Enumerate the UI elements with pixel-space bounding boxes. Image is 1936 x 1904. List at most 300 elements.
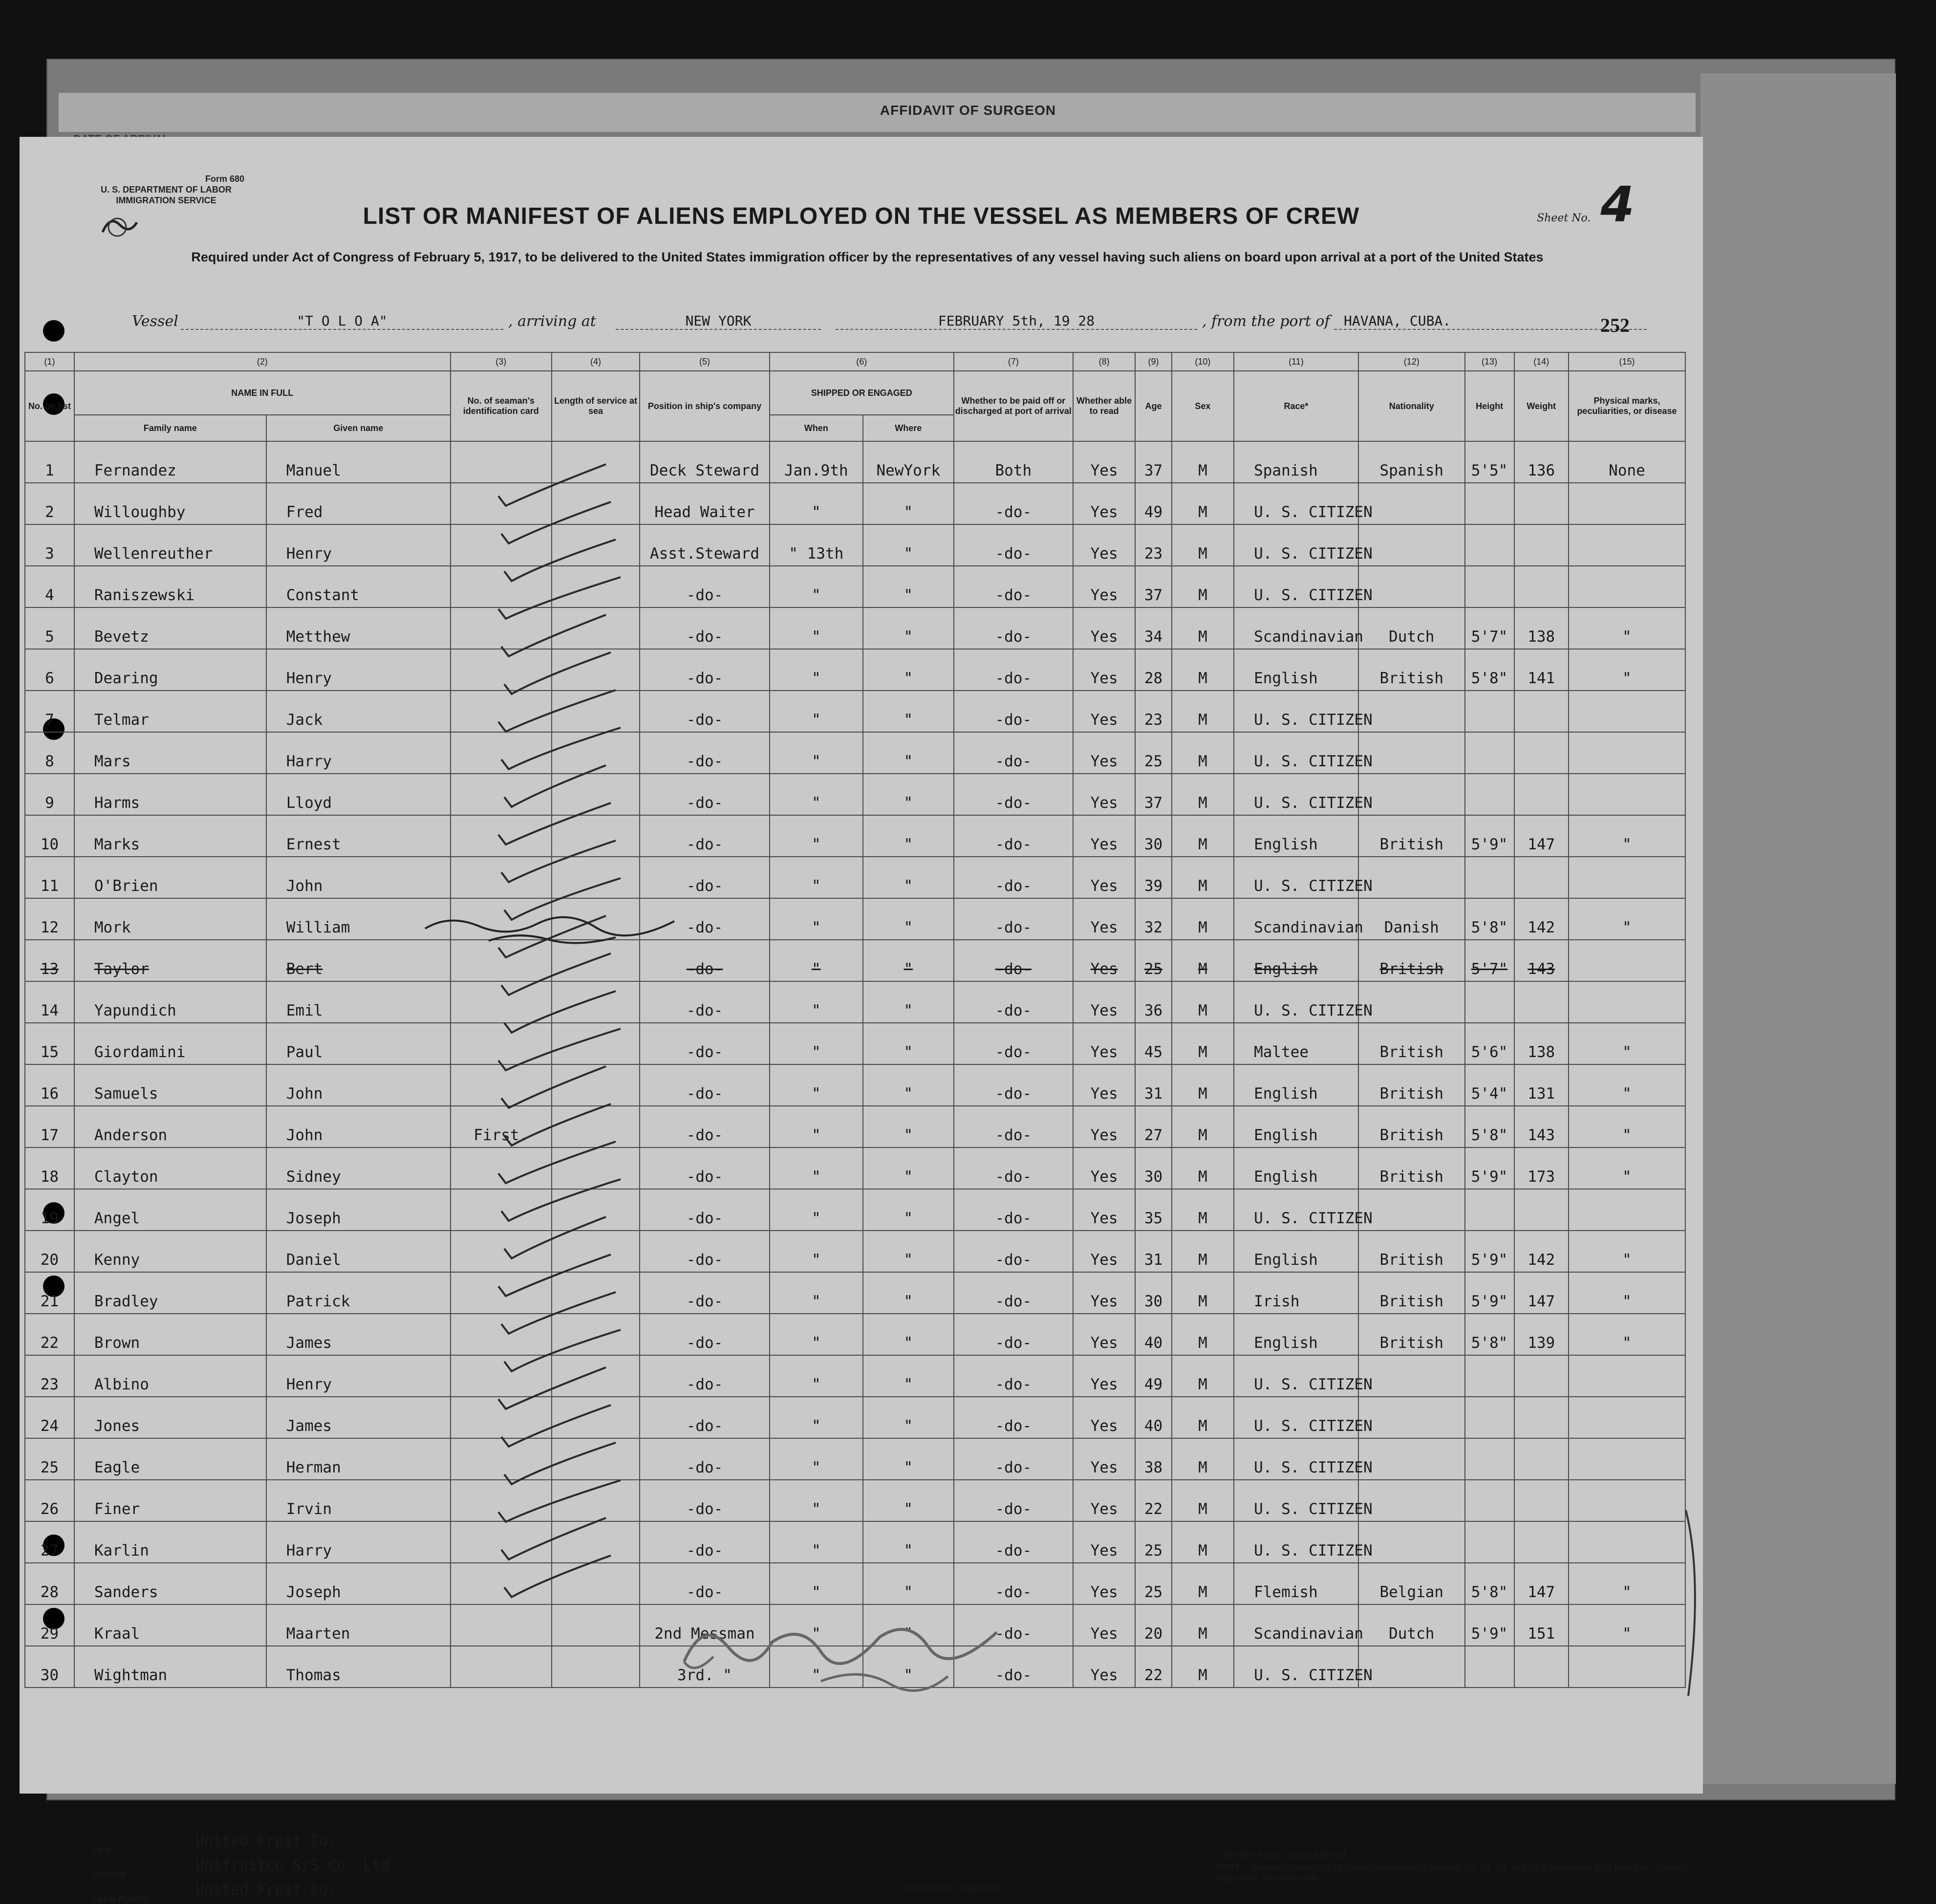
footer-agents-value: United Fruit Co. [195,1882,337,1899]
cell-physical-marks [1569,483,1685,524]
cell-age: 23 [1135,691,1171,732]
cell-shipped-where: " [863,940,954,981]
cell-row-number: 3 [25,524,74,566]
cell-position: -do- [640,1023,769,1064]
cell-sex: M [1172,1272,1234,1314]
cell-sex: M [1172,940,1234,981]
cell-age: 40 [1135,1397,1171,1438]
cell-age: 30 [1135,1272,1171,1314]
cell-weight: 138 [1514,607,1569,649]
cell-able-to-read: Yes [1073,1272,1135,1314]
cell-shipped-where: " [863,1106,954,1147]
cell-row-number: 21 [25,1272,74,1314]
page-title: LIST OR MANIFEST OF ALIENS EMPLOYED ON THE VESSEL AS MEMBERS OF CREW [363,203,1360,229]
header-length-of-service: Length of service at sea [552,371,640,441]
cell-physical-marks [1569,940,1685,981]
cell-height: 5'6" [1465,1023,1514,1064]
cell-row-number: 6 [25,649,74,691]
cell-nationality: Belgian [1358,1563,1465,1604]
cell-length-of-service [552,1646,640,1688]
header-weight: Weight [1514,371,1569,441]
cell-able-to-read: Yes [1073,1189,1135,1231]
cell-shipped-when: " [770,1355,863,1397]
cell-able-to-read: Yes [1073,1604,1135,1646]
cell-shipped-when: " [770,1314,863,1355]
header-no-on-list: No. on list [25,371,74,441]
cell-family-name: Albino [74,1355,266,1397]
cell-weight [1514,1480,1569,1521]
cell-given-name: Joseph [266,1563,451,1604]
cell-age: 20 [1135,1604,1171,1646]
cell-height: 5'8" [1465,898,1514,940]
cell-physical-marks [1569,1355,1685,1397]
cell-shipped-where: " [863,1480,954,1521]
cell-race: Scandinavian [1234,607,1358,649]
cell-sex: M [1172,1147,1234,1189]
cell-shipped-when: " [770,1064,863,1106]
cell-shipped-when: " [770,566,863,607]
cell-row-number: 27 [25,1521,74,1563]
col-num-15: (15) [1569,352,1685,371]
cell-position: -do- [640,649,769,691]
cell-weight [1514,566,1569,607]
surgeon-signature [674,1603,1026,1701]
form-identifier [88,173,244,206]
cell-position: -do- [640,1272,769,1314]
col-num-9: (9) [1135,352,1171,371]
table-row [25,566,1685,607]
cell-row-number: 18 [25,1147,74,1189]
check-mark-icon [498,690,616,732]
cell-nationality [1358,691,1465,732]
table-row [25,1314,1685,1355]
cell-sex: M [1172,1314,1234,1355]
table-row [25,524,1685,566]
cell-height: 5'9" [1465,1231,1514,1272]
cell-shipped-when: " [770,1189,863,1231]
cell-height: 5'5" [1465,441,1514,483]
cell-shipped-where: NewYork [863,441,954,483]
cell-shipped-where: " [863,981,954,1023]
races-note: * See list of races on back hereof. [1217,1850,1349,1860]
cell-height [1465,1438,1514,1480]
cell-shipped-where: " [863,1189,954,1231]
cell-age: 30 [1135,1147,1171,1189]
cell-race: U. S. CITIZEN [1234,732,1358,774]
cell-race: U. S. CITIZEN [1234,524,1358,566]
cell-shipped-when: " [770,1480,863,1521]
cell-paid-off: -do- [954,483,1073,524]
cell-physical-marks: " [1569,1064,1685,1106]
column-number-row [25,352,1685,371]
cell-family-name: Telmar [74,691,266,732]
cell-physical-marks: " [1569,1023,1685,1064]
cell-shipped-when: " [770,691,863,732]
cell-sex: M [1172,566,1234,607]
cell-nationality: British [1358,1272,1465,1314]
cell-paid-off: -do- [954,1272,1073,1314]
cell-weight [1514,483,1569,524]
cell-shipped-when: " [770,607,863,649]
cell-paid-off: -do- [954,1480,1073,1521]
cell-able-to-read: Yes [1073,607,1135,649]
cell-race: U. S. CITIZEN [1234,691,1358,732]
cell-physical-marks: " [1569,898,1685,940]
cell-given-name: Henry [266,524,451,566]
cell-position: -do- [640,898,769,940]
cell-row-number: 19 [25,1189,74,1231]
cell-able-to-read: Yes [1073,857,1135,898]
check-mark-icon [501,841,616,882]
cell-able-to-read: Yes [1073,1314,1135,1355]
cell-able-to-read: Yes [1073,441,1135,483]
table-row [25,1355,1685,1397]
cell-position: -do- [640,1064,769,1106]
cell-nationality [1358,857,1465,898]
cell-given-name: John [266,1064,451,1106]
cell-position: -do- [640,1106,769,1147]
cell-identification-card: First. [451,1106,552,1147]
cell-row-number: 10 [25,815,74,857]
cell-physical-marks: " [1569,1604,1685,1646]
cell-able-to-read: Yes [1073,1480,1135,1521]
cell-race: U. S. CITIZEN [1234,1355,1358,1397]
cell-nationality [1358,1646,1465,1688]
cell-shipped-where: " [863,1646,954,1688]
cell-race: Spanish [1234,441,1358,483]
cell-able-to-read: Yes [1073,1646,1135,1688]
cell-physical-marks: " [1569,1106,1685,1147]
cell-age: 40 [1135,1314,1171,1355]
cell-sex: M [1172,1064,1234,1106]
table-row [25,1397,1685,1438]
cell-age: 25 [1135,1563,1171,1604]
cell-paid-off: -do- [954,691,1073,732]
cell-family-name: Finer [74,1480,266,1521]
cell-weight [1514,1521,1569,1563]
cell-given-name: Henry [266,649,451,691]
cell-able-to-read: Yes [1073,524,1135,566]
cell-age: 23 [1135,524,1171,566]
cell-paid-off: -do- [954,940,1073,981]
cell-able-to-read: Yes [1073,1563,1135,1604]
page-subtitle: Required under Act of Congress of February 5, 1917, to be delivered to the United States immigration officer by the representatives of any vessel having such aliens on board upon arrival at a port of the United States [191,250,1544,264]
cell-age: 37 [1135,566,1171,607]
cell-able-to-read: Yes [1073,483,1135,524]
cell-weight: 138 [1514,1023,1569,1064]
cell-given-name: James [266,1314,451,1355]
cell-position: -do- [640,732,769,774]
cell-height: 5'4" [1465,1064,1514,1106]
check-mark-icon [501,1518,606,1559]
cell-paid-off: -do- [954,524,1073,566]
table-row [25,483,1685,524]
cell-height [1465,732,1514,774]
cell-able-to-read: Yes [1073,940,1135,981]
footer-owners-label: Owners [93,1869,126,1879]
cell-position: -do- [640,1231,769,1272]
table-row [25,1521,1685,1563]
cell-able-to-read: Yes [1073,566,1135,607]
cell-paid-off: -do- [954,1064,1073,1106]
header-nationality: Nationality [1358,371,1465,441]
col-num-12: (12) [1358,352,1465,371]
departure-port: HAVANA, CUBA. [1334,313,1647,330]
cell-nationality: British [1358,1064,1465,1106]
cell-given-name: Emil [266,981,451,1023]
cell-family-name: Fernandez [74,441,266,483]
cell-age: 34 [1135,607,1171,649]
header-position: Position in ship's company [640,371,769,441]
table-row [25,691,1685,732]
col-num-10: (10) [1172,352,1234,371]
cell-age: 35 [1135,1189,1171,1231]
header-height: Height [1465,371,1514,441]
check-mark-icon [504,1104,611,1146]
cell-family-name: Bradley [74,1272,266,1314]
cell-shipped-when: " [770,1272,863,1314]
check-mark-icon [504,1217,606,1258]
cell-family-name: Bevetz [74,607,266,649]
cell-shipped-where: " [863,1231,954,1272]
cell-nationality [1358,1480,1465,1521]
cell-nationality [1358,1397,1465,1438]
cell-nationality: Dutch [1358,1604,1465,1646]
cell-age: 39 [1135,857,1171,898]
cell-race: Scandinavian [1234,1604,1358,1646]
col-num-6: (6) [770,352,954,371]
cell-paid-off: -do- [954,649,1073,691]
cell-shipped-where: " [863,1521,954,1563]
arriving-label: , arriving at [508,313,596,330]
cell-row-number: 8 [25,732,74,774]
footer-owners-value: Unifruitco S/S Co. Ltd. [195,1857,399,1874]
cell-given-name: William [266,898,451,940]
cell-family-name: Dearing [74,649,266,691]
cell-shipped-when: " [770,1231,863,1272]
cell-family-name: Wightman [74,1646,266,1688]
cell-position: -do- [640,1314,769,1355]
cell-race: U. S. CITIZEN [1234,1438,1358,1480]
table-row [25,732,1685,774]
table-row [25,1189,1685,1231]
cell-position: -do- [640,940,769,981]
cell-shipped-when: " [770,981,863,1023]
cell-sex: M [1172,774,1234,815]
cell-sex: M [1172,607,1234,649]
cell-row-number: 2 [25,483,74,524]
cell-position: -do- [640,857,769,898]
cell-row-number: 16 [25,1064,74,1106]
cell-nationality: Dutch [1358,607,1465,649]
cell-age: 30 [1135,815,1171,857]
check-mark-icon [498,803,611,844]
check-mark-icon [498,1367,606,1409]
header-sex: Sex [1172,371,1234,441]
cell-physical-marks [1569,1189,1685,1231]
cell-sex: M [1172,898,1234,940]
cell-shipped-when: " [770,898,863,940]
cell-weight [1514,691,1569,732]
cell-height: 5'8" [1465,1106,1514,1147]
table-row [25,441,1685,483]
cell-family-name: Raniszewski [74,566,266,607]
cell-nationality [1358,774,1465,815]
cell-nationality [1358,981,1465,1023]
cell-shipped-when: " [770,732,863,774]
cell-height: 5'9" [1465,1272,1514,1314]
cell-family-name: Marks [74,815,266,857]
cell-family-name: Clayton [74,1147,266,1189]
cell-family-name: Kenny [74,1231,266,1272]
cell-weight [1514,857,1569,898]
cell-able-to-read: Yes [1073,898,1135,940]
cell-shipped-when: " [770,815,863,857]
cell-given-name: Henry [266,1355,451,1397]
cell-physical-marks: " [1569,649,1685,691]
cell-row-number: 25 [25,1438,74,1480]
cell-position: -do- [640,1397,769,1438]
cell-weight: 143 [1514,1106,1569,1147]
vessel-name: "T O L O A" [181,313,503,330]
check-mark-icon [501,1179,621,1221]
col-num-1: (1) [25,352,74,371]
cell-paid-off: -do- [954,1646,1073,1688]
cell-height: 5'8" [1465,1563,1514,1604]
cell-height [1465,483,1514,524]
cell-given-name: Sidney [266,1147,451,1189]
check-mark-icon [498,1029,621,1070]
cell-able-to-read: Yes [1073,1231,1135,1272]
header-identification-card: No. of seaman's identification card [451,371,552,441]
cell-race: English [1234,1064,1358,1106]
cell-sex: M [1172,857,1234,898]
cell-physical-marks [1569,981,1685,1023]
cell-weight [1514,1397,1569,1438]
cell-family-name: Jones [74,1397,266,1438]
check-marks-overlay [489,474,694,1647]
cell-physical-marks [1569,1480,1685,1521]
cell-family-name: Kraal [74,1604,266,1646]
cell-height [1465,857,1514,898]
cell-row-number: 26 [25,1480,74,1521]
header-family-name: Family name [74,415,266,441]
cell-family-name: O'Brien [74,857,266,898]
cell-nationality: British [1358,815,1465,857]
cell-shipped-where: " [863,1355,954,1397]
cell-position: Head Waiter [640,483,769,524]
cell-shipped-when: " [770,649,863,691]
cell-sex: M [1172,1355,1234,1397]
cell-nationality: British [1358,940,1465,981]
cell-age: 37 [1135,774,1171,815]
cell-shipped-where: " [863,857,954,898]
cell-sex: M [1172,1480,1234,1521]
cell-physical-marks [1569,1521,1685,1563]
cell-nationality [1358,524,1465,566]
cell-shipped-when: " [770,940,863,981]
cell-shipped-when: " [770,1563,863,1604]
cell-nationality [1358,483,1465,524]
cell-position: -do- [640,1480,769,1521]
cell-sex: M [1172,1646,1234,1688]
cell-paid-off: -do- [954,898,1073,940]
cell-weight [1514,1355,1569,1397]
col-num-4: (4) [552,352,640,371]
header-given-name: Given name [266,415,451,441]
col-num-8: (8) [1073,352,1135,371]
cell-paid-off: -do- [954,1314,1073,1355]
cell-shipped-when: " [770,857,863,898]
check-mark-icon [504,765,606,807]
cell-sex: M [1172,691,1234,732]
cell-height [1465,566,1514,607]
arrival-port: NEW YORK [616,313,821,330]
cell-position: -do- [640,774,769,815]
cell-age: 37 [1135,441,1171,483]
col-num-3: (3) [451,352,552,371]
cell-age: 38 [1135,1438,1171,1480]
header-race: Race* [1234,371,1358,441]
cell-weight [1514,524,1569,566]
cell-weight: 139 [1514,1314,1569,1355]
cell-height [1465,1521,1514,1563]
header-shipped-or-engaged: SHIPPED OR ENGAGED [770,371,954,415]
cell-physical-marks: " [1569,1147,1685,1189]
cell-sex: M [1172,483,1234,524]
check-mark-icon [504,1330,621,1371]
header-physical-marks: Physical marks, peculiarities, or disease [1569,371,1685,441]
cell-given-name: Metthew [266,607,451,649]
cell-family-name: Willoughby [74,483,266,524]
cell-family-name: Anderson [74,1106,266,1147]
cell-weight [1514,981,1569,1023]
cell-row-number: 11 [25,857,74,898]
cell-position: -do- [640,607,769,649]
cell-paid-off: -do- [954,774,1073,815]
cell-weight [1514,1646,1569,1688]
cell-race: English [1234,1231,1358,1272]
table-row [25,981,1685,1023]
cell-shipped-when: " [770,774,863,815]
cell-paid-off: -do- [954,566,1073,607]
table-row [25,940,1685,981]
cell-height: 5'9" [1465,815,1514,857]
cell-age: 49 [1135,1355,1171,1397]
check-mark-icon [501,1405,611,1447]
cell-race: English [1234,815,1358,857]
cell-paid-off: -do- [954,1604,1073,1646]
cell-weight: 142 [1514,898,1569,940]
cell-position: Deck Steward [640,441,769,483]
cell-given-name: Irvin [266,1480,451,1521]
cell-race: U. S. CITIZEN [1234,483,1358,524]
cell-given-name: John [266,1106,451,1147]
cell-physical-marks [1569,732,1685,774]
cell-sex: M [1172,1106,1234,1147]
cell-row-number: 4 [25,566,74,607]
cell-paid-off: -do- [954,1147,1073,1189]
cell-given-name: Bert [266,940,451,981]
table-row [25,1106,1685,1147]
cell-able-to-read: Yes [1073,1106,1135,1147]
cell-age: 32 [1135,898,1171,940]
cell-physical-marks: " [1569,1231,1685,1272]
header-row-1 [25,371,1685,415]
check-mark-icon [501,728,621,769]
cell-age: 36 [1135,981,1171,1023]
footer-line-label: Line [93,1845,111,1855]
